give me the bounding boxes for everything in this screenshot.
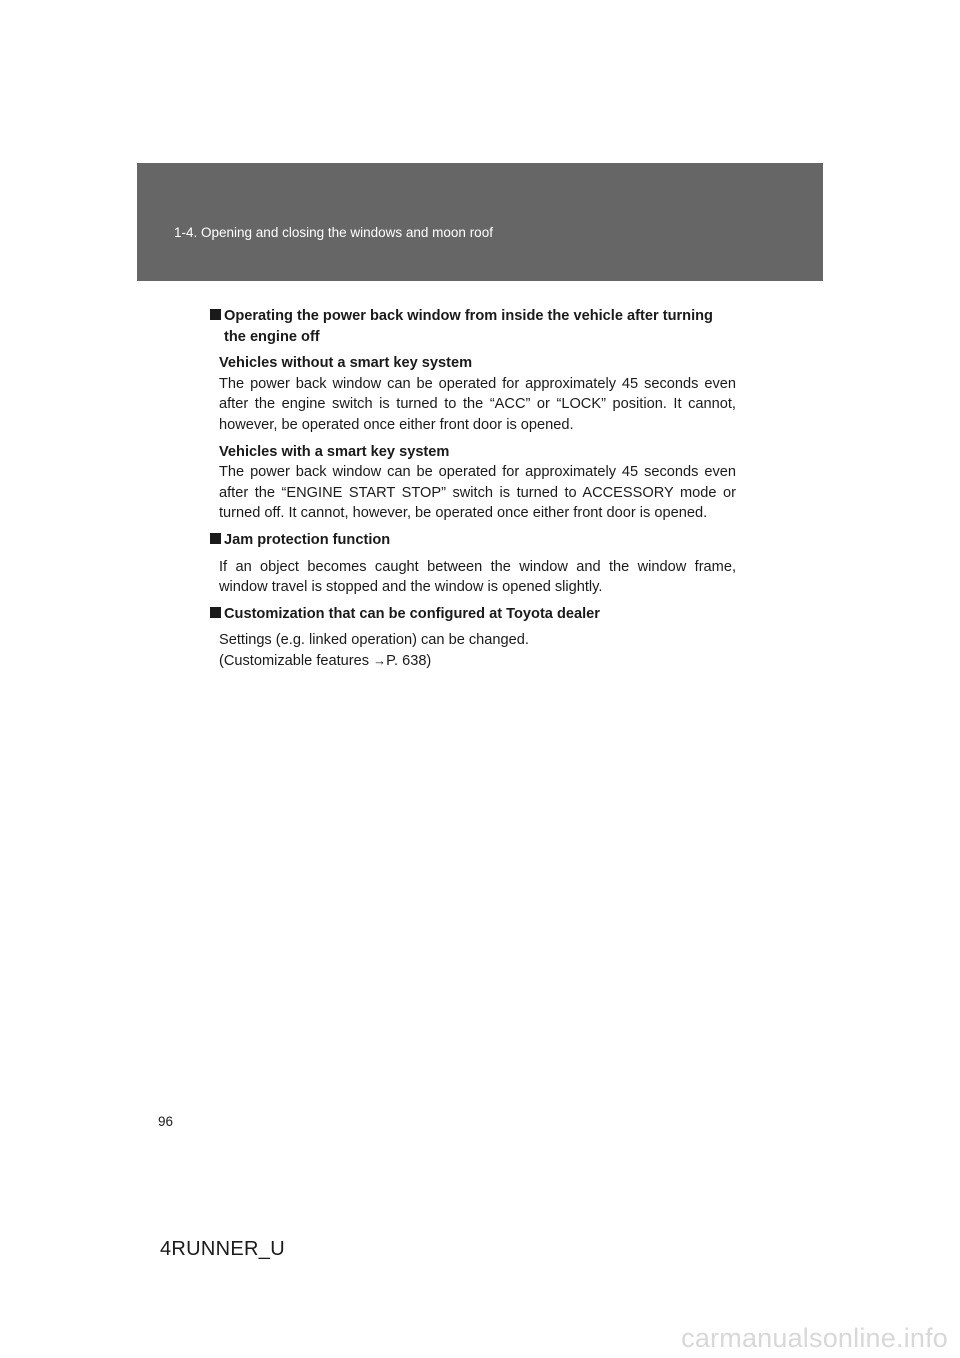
sub-item-title: Vehicles without a smart key system xyxy=(219,355,473,372)
sub-item-title: Vehicles with a smart key system xyxy=(219,443,450,460)
item-heading: Jam protection function xyxy=(210,530,736,551)
section-title: 1-4. Opening and closing the windows and moon roof xyxy=(174,225,493,240)
item-body xyxy=(210,353,736,524)
item-body xyxy=(210,557,736,598)
sub-item-with-smart-key xyxy=(219,442,736,524)
square-bullet-icon xyxy=(210,309,221,320)
item-customization xyxy=(210,604,736,672)
item-heading: Operating the power back window from inside the vehicle after turning the engine off xyxy=(210,306,736,347)
page-reference: (Customizable features →P. 638) xyxy=(219,652,432,669)
item-jam-protection xyxy=(210,530,736,598)
sub-item-text: The power back window can be operated for approximately 45 seconds even after the “ENGINE START STOP” switch is turned to ACCESSORY mode or turned off. It cannot, however, be operated once either front door is opened. xyxy=(219,464,736,522)
item-heading: Customization that can be configured at Toyota dealer xyxy=(210,604,736,625)
item-text: If an object becomes caught between the window and the window frame, window travel is stopped and the window is opened slightly. xyxy=(219,558,736,596)
page-number: 96 xyxy=(158,1114,174,1129)
square-bullet-icon xyxy=(210,607,221,618)
sub-item-text: The power back window can be operated for approximately 45 seconds even after the engine switch is turned to the “ACC” or “LOCK” position. It cannot, however, be operated once either front door is opened. xyxy=(219,375,736,433)
square-bullet-icon xyxy=(210,533,221,544)
arrow-right-icon: → xyxy=(373,652,387,668)
section-header-band xyxy=(137,163,823,281)
item-text: Settings (e.g. linked operation) can be changed. xyxy=(219,632,529,649)
sub-item-without-smart-key xyxy=(219,353,736,435)
item-power-back-window xyxy=(210,306,736,524)
model-code: 4RUNNER_U xyxy=(160,1238,285,1260)
manual-content xyxy=(210,306,736,678)
watermark: carmanualsonline.info xyxy=(681,1323,948,1353)
item-body xyxy=(210,630,736,671)
